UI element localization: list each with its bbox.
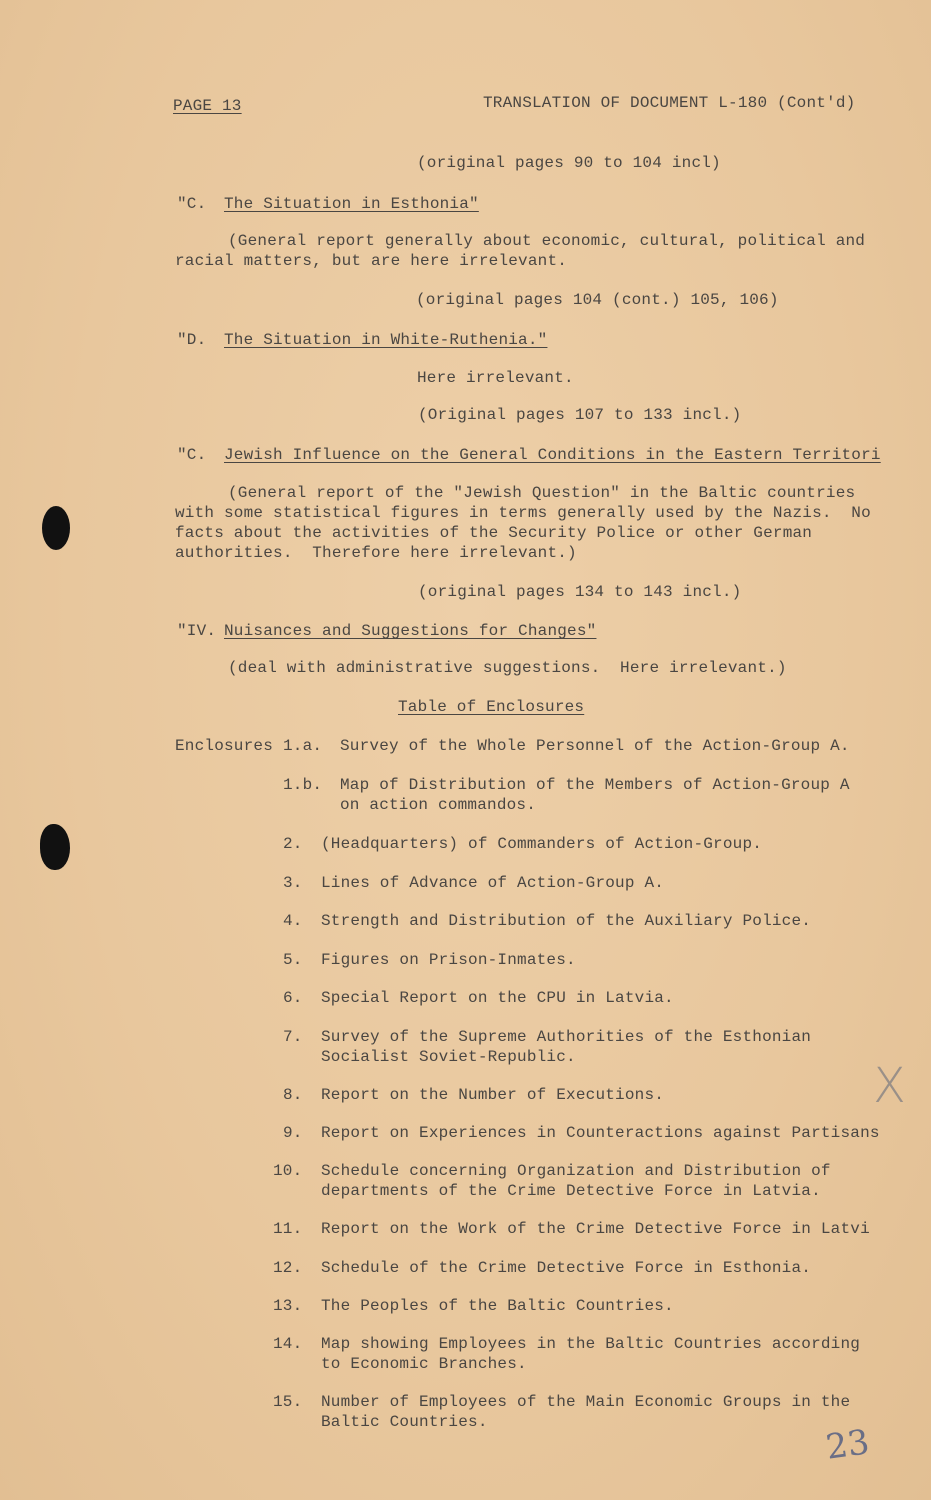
enclosure-number: 10.: [273, 1162, 303, 1180]
enclosure-number: 12.: [273, 1259, 303, 1277]
enclosure-text: Strength and Distribution of the Auxiliary Police.: [321, 912, 812, 930]
section-e-text-line2: with some statistical figures in terms generally used by the Nazis. No: [175, 504, 871, 522]
enclosures-label: Enclosures: [175, 737, 274, 755]
enclosure-number: 1.a.: [283, 737, 323, 755]
original-pages-note-2: (original pages 104 (cont.) 105, 106): [416, 291, 779, 309]
table-of-enclosures-title: Table of Enclosures: [398, 698, 585, 716]
section-e-text-line3: facts about the activities of the Security Police or other German: [175, 524, 813, 542]
enclosure-text: Report on the Work of the Crime Detective Force in Latvi: [321, 1220, 870, 1238]
section-c-text-line2: racial matters, but are here irrelevant.: [175, 252, 568, 270]
section-iv-number: "IV.: [177, 622, 217, 640]
original-pages-note-1: (original pages 90 to 104 incl): [417, 154, 721, 172]
original-pages-note-4: (original pages 134 to 143 incl.): [418, 583, 742, 601]
enclosure-text: Report on the Number of Executions.: [321, 1086, 665, 1104]
enclosure-number: 6.: [283, 989, 303, 1007]
punch-hole-lower: [40, 824, 70, 870]
section-iv-heading: Nuisances and Suggestions for Changes": [224, 622, 597, 640]
enclosure-number: 2.: [283, 835, 303, 853]
section-c-number: "C.: [177, 195, 207, 213]
section-c-heading: The Situation in Esthonia": [224, 195, 479, 213]
enclosure-text: Survey of the Supreme Authorities of the Esthonian: [321, 1028, 812, 1046]
enclosure-text: Baltic Countries.: [321, 1413, 488, 1431]
enclosure-text: departments of the Crime Detective Force in Latvia.: [321, 1182, 821, 1200]
enclosure-number: 1.b.: [283, 776, 323, 794]
enclosure-number: 4.: [283, 912, 303, 930]
enclosure-text: Schedule concerning Organization and Distribution of: [321, 1162, 831, 1180]
enclosure-text: The Peoples of the Baltic Countries.: [321, 1297, 674, 1315]
enclosure-number: 14.: [273, 1335, 303, 1353]
page-label: PAGE 13: [173, 97, 242, 115]
enclosure-number: 15.: [273, 1393, 303, 1411]
enclosure-text: Map of Distribution of the Members of Action-Group A: [340, 776, 850, 794]
enclosure-text: Map showing Employees in the Baltic Countries according: [321, 1335, 861, 1353]
enclosure-text: Schedule of the Crime Detective Force in Esthonia.: [321, 1259, 812, 1277]
enclosure-number: 13.: [273, 1297, 303, 1315]
original-pages-note-3: (Original pages 107 to 133 incl.): [418, 406, 742, 424]
handwritten-page-number: 23: [823, 1422, 872, 1468]
enclosure-number: 3.: [283, 874, 303, 892]
enclosure-text: Socialist Soviet-Republic.: [321, 1048, 576, 1066]
enclosure-text: on action commandos.: [340, 796, 537, 814]
section-e-text-line1: (General report of the "Jewish Question" in the Baltic countries: [228, 484, 856, 502]
section-e-number: "C.: [177, 446, 207, 464]
section-d-text: Here irrelevant.: [417, 369, 574, 387]
margin-x-mark: X: [873, 1058, 906, 1114]
section-iv-text: (deal with administrative suggestions. Here irrelevant.): [228, 659, 787, 677]
enclosure-number: 11.: [273, 1220, 303, 1238]
enclosure-number: 8.: [283, 1086, 303, 1104]
document-title: TRANSLATION OF DOCUMENT L-180 (Cont'd): [483, 94, 856, 112]
enclosure-text: Special Report on the CPU in Latvia.: [321, 989, 674, 1007]
punch-hole-upper: [42, 506, 70, 550]
enclosure-text: to Economic Branches.: [321, 1355, 527, 1373]
section-d-heading: The Situation in White-Ruthenia.": [224, 331, 548, 349]
section-e-heading: Jewish Influence on the General Conditions in the Eastern Territori: [224, 446, 881, 464]
enclosure-text: Survey of the Whole Personnel of the Action-Group A.: [340, 737, 850, 755]
enclosure-text: Lines of Advance of Action-Group A.: [321, 874, 665, 892]
section-d-number: "D.: [177, 331, 207, 349]
section-e-text-line4: authorities. Therefore here irrelevant.): [175, 544, 577, 562]
enclosure-text: Report on Experiences in Counteractions against Partisans: [321, 1124, 880, 1142]
enclosure-number: 9.: [283, 1124, 303, 1142]
enclosure-number: 5.: [283, 951, 303, 969]
enclosure-text: Number of Employees of the Main Economic Groups in the: [321, 1393, 851, 1411]
enclosure-text: Figures on Prison-Inmates.: [321, 951, 576, 969]
enclosure-number: 7.: [283, 1028, 303, 1046]
section-c-text-line1: (General report generally about economic, cultural, political and: [228, 232, 866, 250]
enclosure-text: (Headquarters) of Commanders of Action-Group.: [321, 835, 763, 853]
